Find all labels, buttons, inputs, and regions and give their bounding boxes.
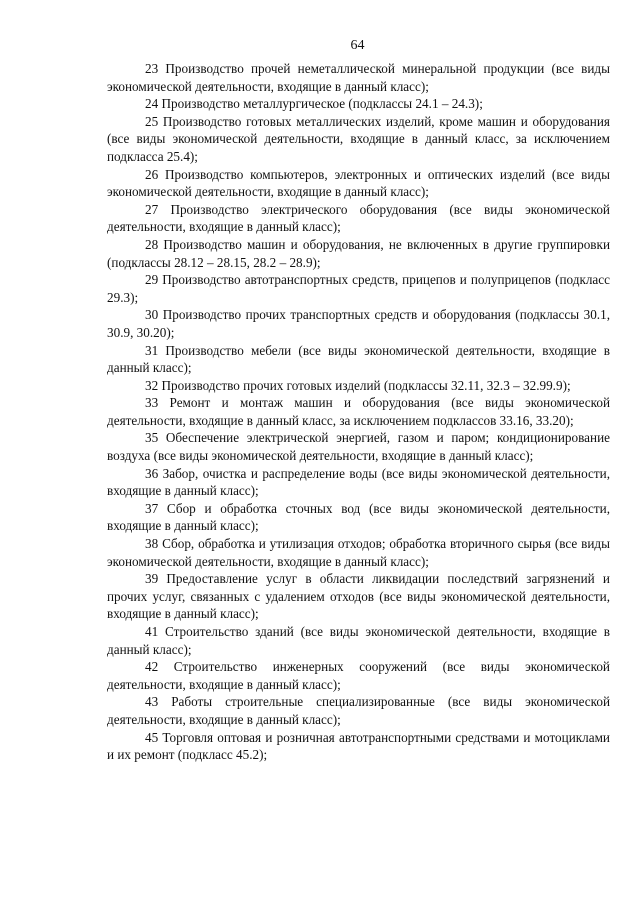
list-item: 27 Производство электрического оборудования (все виды экономической деятельности, входящие в данный класс);	[107, 201, 610, 235]
list-item: 36 Забор, очистка и распределение воды (все виды экономической деятельности, входящие в данный класс);	[107, 465, 610, 499]
list-item: 37 Сбор и обработка сточных вод (все виды экономической деятельности, входящие в данный класс);	[107, 500, 610, 534]
page-number: 64	[350, 38, 365, 53]
list-item: 39 Предоставление услуг в области ликвидации последствий загрязнений и прочих услуг, связанных с удалением отходов (все виды экономической деятельности, входящие в данный класс);	[107, 571, 610, 622]
list-item: 29 Производство автотранспортных средств, прицепов и полуприцепов (подкласс 29.3);	[107, 272, 610, 305]
list-item: 41 Строительство зданий (все виды экономической деятельности, входящие в данный класс);	[107, 624, 610, 657]
list-item: 26 Производство компьютеров, электронных и оптических изделий (все виды экономической деятельности, входящие в данный класс);	[107, 166, 610, 200]
list-item: 31 Производство мебели (все виды экономической деятельности, входящие в данный класс);	[107, 342, 610, 376]
list-item: 28 Производство машин и оборудования, не включенных в другие группировки (подклассы 28.12 – 28.15, 28.2 – 28.9);	[107, 236, 610, 270]
list-item: 43 Работы строительные специализированные (все виды экономической деятельности, входящие в данный класс);	[107, 694, 610, 727]
list-item: 45 Торговля оптовая и розничная автотранспортными средствами и мотоциклами и их ремонт (подкласс 45.2);	[107, 729, 610, 763]
list-item: 24 Производство металлургическое (подклассы 24.1 – 24.3);	[145, 96, 483, 112]
list-item: 23 Производство прочей неметаллической минеральной продукции (все виды экономической деятельности, входящие в данный класс);	[107, 61, 610, 94]
list-item: 25 Производство готовых металлических изделий, кроме машин и оборудования (все виды экономической деятельности, входящие в данный класс, за исключением подкласса 25.4);	[107, 113, 610, 164]
list-item: 32 Производство прочих готовых изделий (подклассы 32.11, 32.3 – 32.99.9);	[145, 377, 571, 393]
list-item: 33 Ремонт и монтаж машин и оборудования (все виды экономической деятельности, входящие в данный класс, за исключением подклассов 33.16, 33.20);	[107, 395, 610, 428]
list-item: 42 Строительство инженерных сооружений (все виды экономической деятельности, входящие в данный класс);	[107, 659, 610, 692]
activity-list	[107, 60, 610, 764]
list-item: 38 Сбор, обработка и утилизация отходов; обработка вторичного сырья (все виды экономической деятельности, входящие в данный класс);	[107, 536, 610, 569]
list-item: 35 Обеспечение электрической энергией, газом и паром; кондиционирование воздуха (все виды экономической деятельности, входящие в данный класс);	[107, 430, 610, 464]
list-item: 30 Производство прочих транспортных средств и оборудования (подклассы 30.1, 30.9, 30.20);	[107, 307, 610, 340]
